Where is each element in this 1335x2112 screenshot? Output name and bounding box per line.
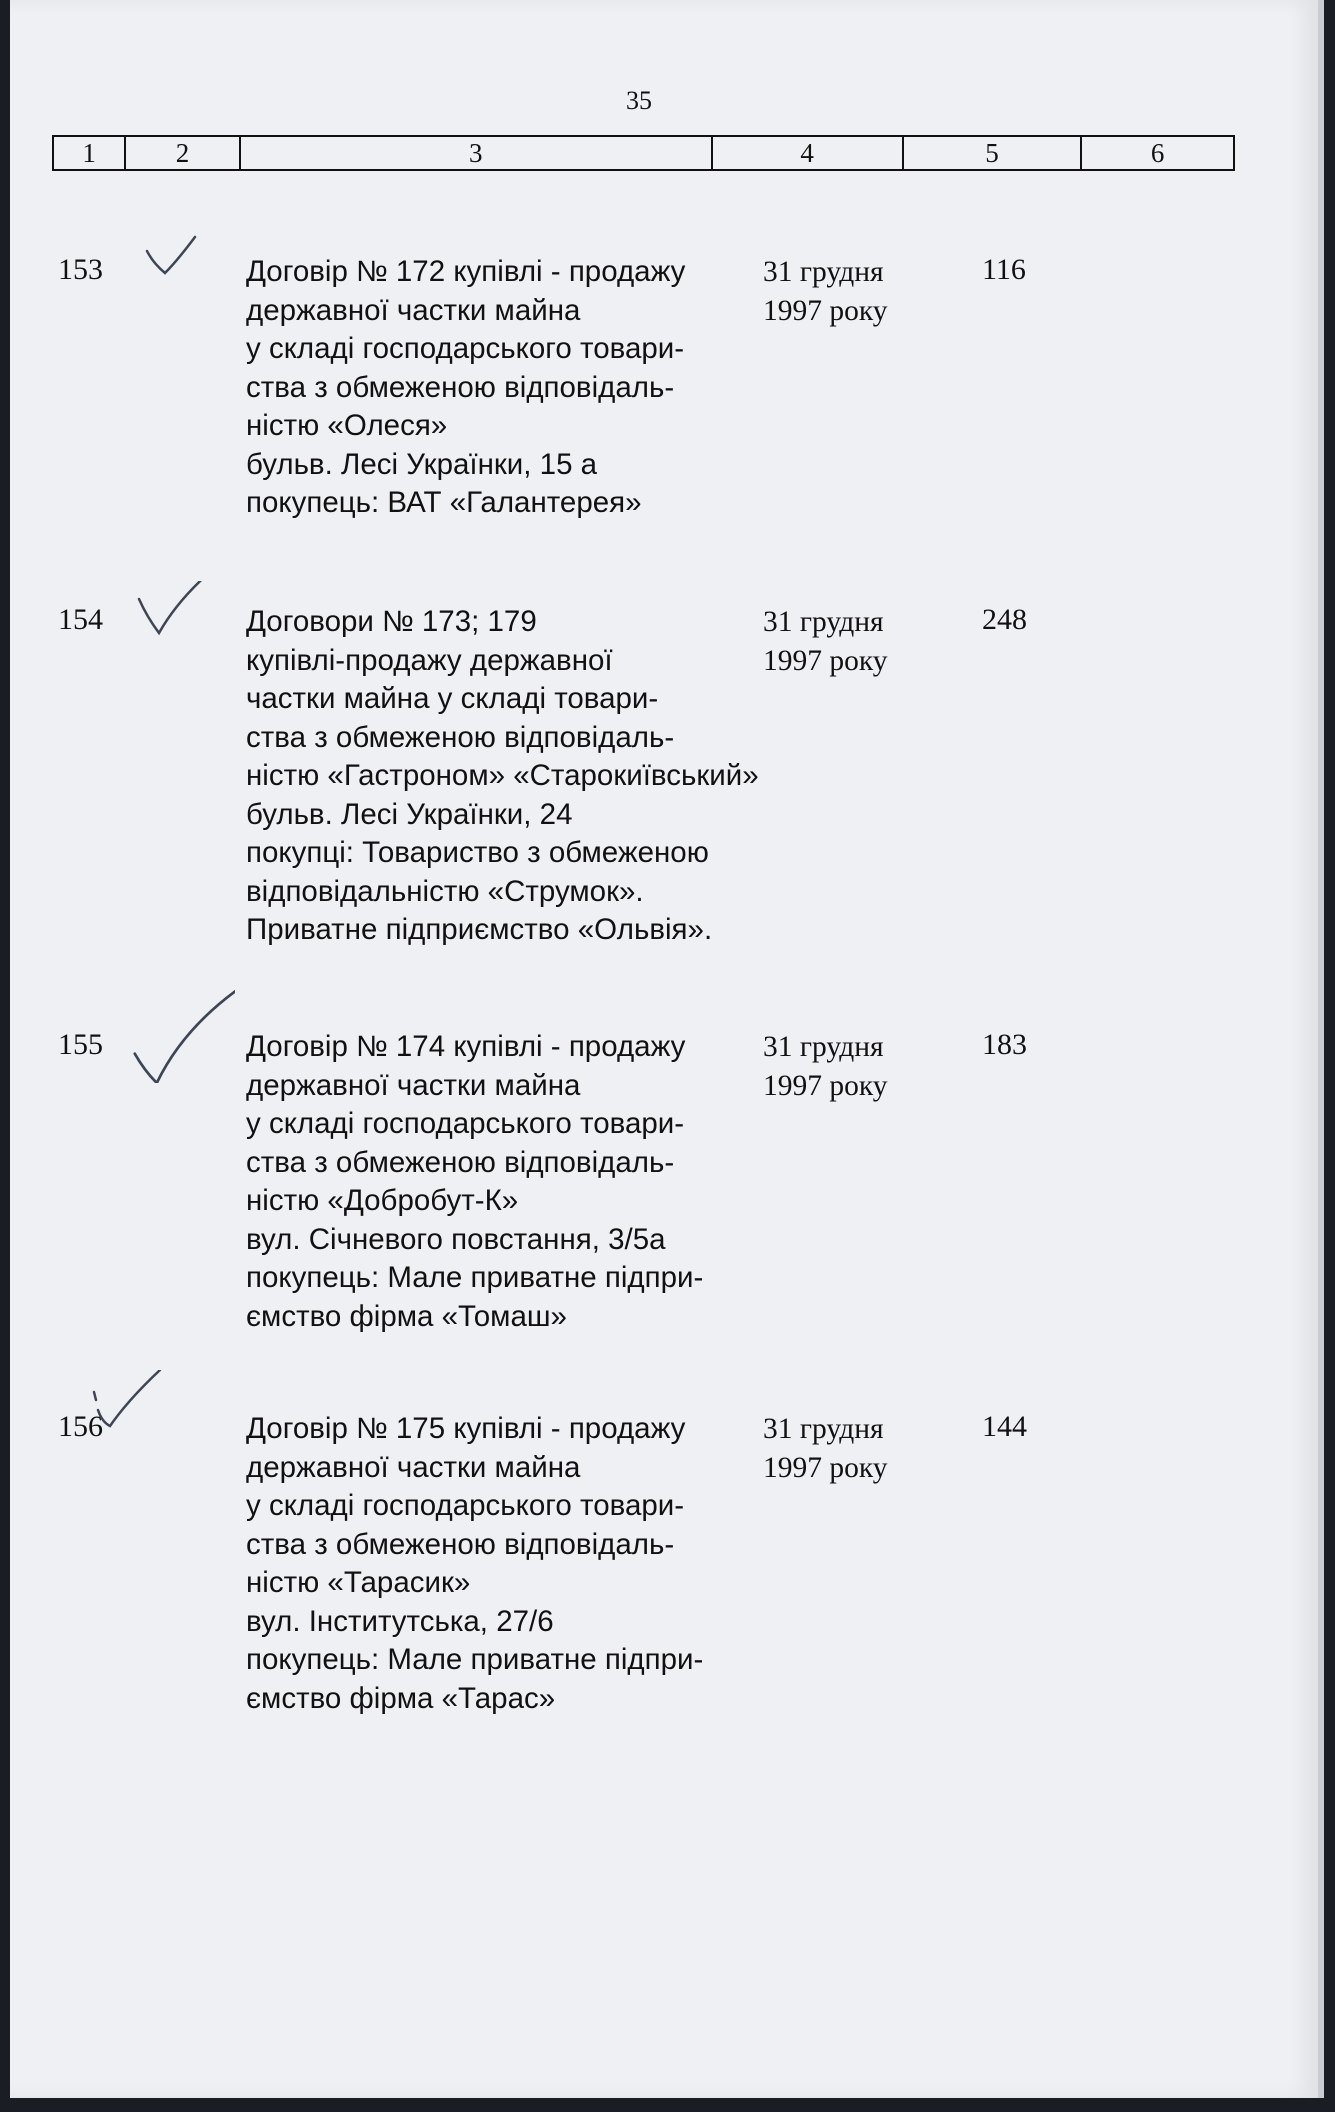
check-mark-icon [125,223,215,313]
document-page [10,0,1324,2098]
description-line: ства з обмеженою відповідаль- [246,1527,675,1561]
contract-date [763,603,888,680]
description-line: ністю «Добробут-К» [246,1184,519,1217]
date-line: 1997 року [763,1451,888,1484]
description-line: покупець: Мале приватне підпри- [246,1261,704,1294]
contract-date [763,1028,888,1105]
page-count: 144 [982,1410,1027,1443]
description-line: купівлі-продажу державної [246,643,613,677]
page-count: 248 [982,603,1027,636]
description-line: державної частки майна [246,293,581,327]
description-line: покупець: Мале приватне підпри- [246,1643,704,1676]
page-count: 116 [982,253,1026,286]
column-header-6: 6 [1081,136,1234,170]
description-line: ства з обмеженою відповідаль- [246,720,675,754]
description-line: ністю «Гастроном» «Старокиївський» [246,759,759,792]
row-number: 154 [58,603,103,636]
description-line: Договір № 175 купівлі - продажу [246,1412,686,1445]
date-line: 1997 року [763,644,888,677]
description-line: частки майна у складі товари- [246,682,659,715]
contract-description [246,253,786,523]
contract-description [246,1028,786,1336]
description-line: бульв. Лесі Українки, 15 а [246,447,598,481]
date-line: 31 грудня [763,1413,884,1445]
description-line: у складі господарського товари- [246,1107,685,1140]
contract-description [246,603,786,950]
date-line: 31 грудня [763,606,884,638]
description-line: вул. Січневого повстання, 3/5а [246,1222,666,1256]
column-header-5: 5 [903,136,1082,170]
column-header-2: 2 [125,136,239,170]
description-line: ємство фірма «Тарас» [246,1681,556,1715]
description-line: Договори № 173; 179 [246,605,537,638]
description-line: бульв. Лесі Українки, 24 [246,797,573,831]
check-mark-icon [88,1370,178,1460]
contract-date [763,1410,888,1487]
description-line: Договір № 172 купівлі - продажу [246,255,686,288]
column-header-4: 4 [712,136,903,170]
description-line: вул. Інститутська, 27/6 [246,1604,554,1638]
description-line: у складі господарського товари- [246,332,685,365]
description-line: покупці: Товариство з обмеженою [246,836,709,869]
date-line: 1997 року [763,294,888,327]
date-line: 1997 року [763,1069,888,1102]
description-line: ністю «Тарасик» [246,1566,471,1599]
page-number: 35 [626,86,652,115]
column-header-1: 1 [53,136,125,170]
description-line: Договір № 174 купівлі - продажу [246,1030,686,1063]
description-line: ства з обмеженою відповідаль- [246,370,675,404]
description-line: ємство фірма «Томаш» [246,1299,567,1333]
column-header-3: 3 [240,136,712,170]
row-number: 155 [58,1028,103,1061]
contract-date [763,253,888,330]
row-number: 153 [58,253,103,286]
column-header-table [52,135,1235,171]
date-line: 31 грудня [763,1031,884,1063]
description-line: державної частки майна [246,1450,581,1484]
description-line: покупець: ВАТ «Галантерея» [246,486,642,519]
description-line: Приватне підприємство «Ольвія». [246,913,713,946]
check-mark-icon [125,581,215,671]
description-line: державної частки майна [246,1068,581,1102]
row-number: 156 [58,1410,103,1443]
contract-description [246,1410,786,1718]
description-line: ства з обмеженою відповідаль- [246,1145,675,1179]
check-mark-icon [125,973,235,1083]
description-line: у складі господарського товари- [246,1489,685,1522]
page-count: 183 [982,1028,1027,1061]
description-line: ністю «Олеся» [246,409,448,442]
date-line: 31 грудня [763,256,884,288]
description-line: відповідальністю «Струмок». [246,874,644,908]
